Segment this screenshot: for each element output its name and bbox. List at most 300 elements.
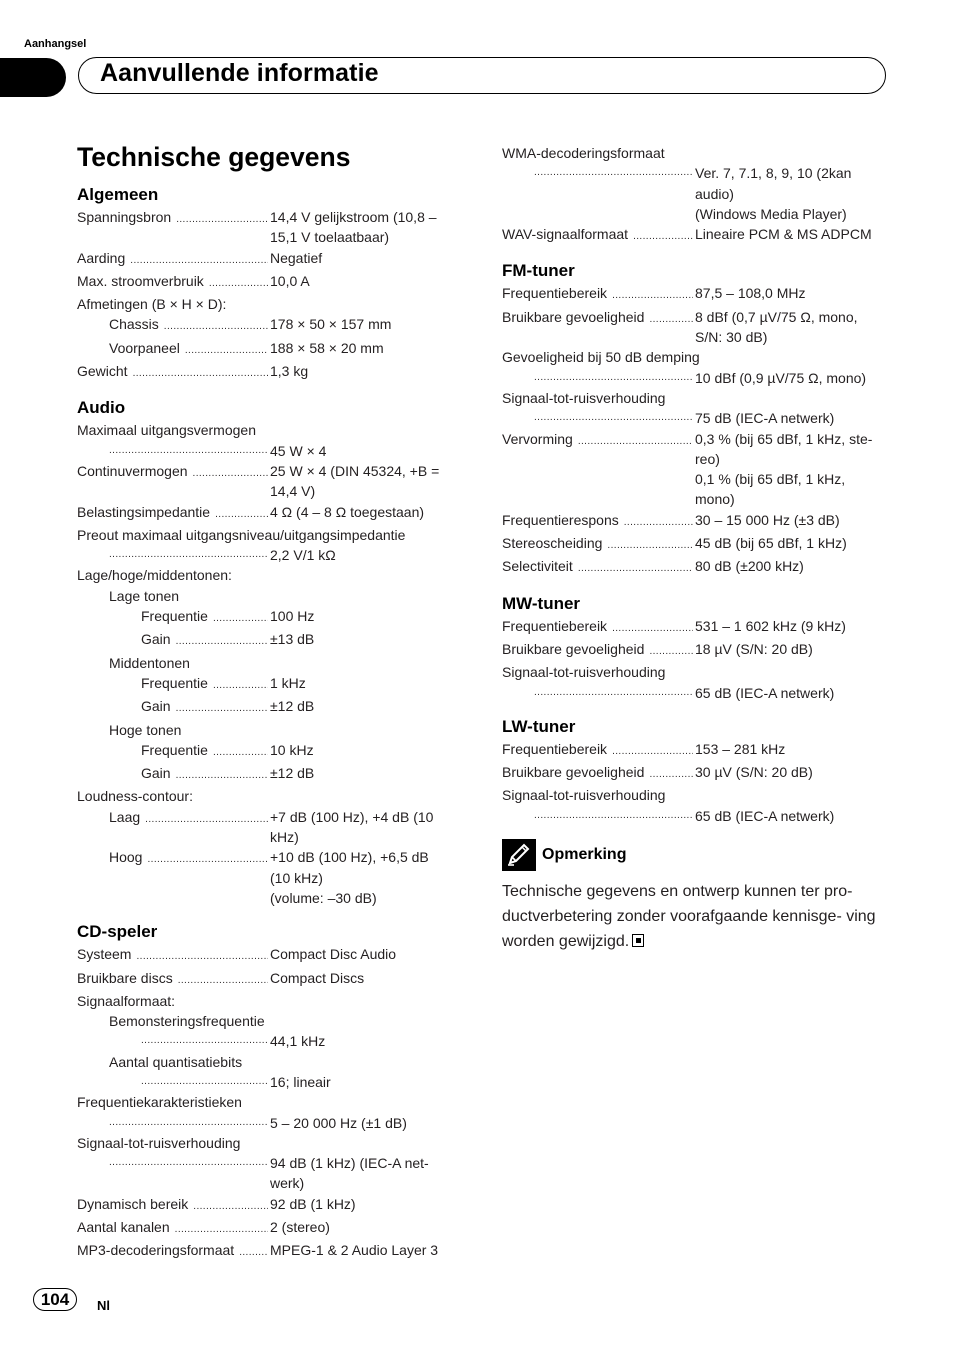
note-body <box>502 879 887 954</box>
spec-subheading: Aantal quantisatiebits <box>109 1053 243 1070</box>
dot-leader <box>649 765 693 785</box>
spec-label-text: Frequentie <box>141 741 208 758</box>
end-mark-icon <box>632 934 644 947</box>
spec-label <box>109 314 270 337</box>
spec-subheading: Lage/hoge/middentonen: <box>77 567 232 584</box>
spec-label-text: Stereoscheiding <box>502 535 603 552</box>
spec-value-line: 5 – 20 000 Hz (±1 dB) <box>270 1114 407 1131</box>
spec-label <box>77 1240 270 1263</box>
dot-leader <box>141 1031 268 1051</box>
dot-leader <box>612 742 693 762</box>
spec-value <box>695 307 892 348</box>
spec-value-line: (Windows Media Player) <box>695 205 847 222</box>
spec-label <box>77 968 270 991</box>
spec-section-title: Audio <box>77 398 126 418</box>
spec-subheading: Signaal-tot-ruisverhouding <box>502 664 666 681</box>
spec-subheading: Signaal-tot-ruisverhouding <box>502 787 666 804</box>
spec-row <box>502 762 892 785</box>
spec-row <box>502 639 892 662</box>
spec-section-title: MW-tuner <box>502 593 581 613</box>
spec-label <box>534 163 695 183</box>
spec-value <box>270 248 467 268</box>
spec-subheading: Maximaal uitgangsvermogen <box>77 422 256 439</box>
spec-section <box>77 184 467 384</box>
dot-leader <box>239 1243 268 1263</box>
spec-value-line: 1,3 kg <box>270 363 309 380</box>
right-column-specs <box>502 143 892 826</box>
spec-row <box>77 361 467 384</box>
spec-label <box>502 283 695 306</box>
spec-value-line: 153 – 281 kHz <box>695 740 786 757</box>
spec-row <box>77 944 467 967</box>
spec-label <box>109 847 270 870</box>
dot-leader <box>176 632 268 652</box>
spec-value <box>695 408 892 428</box>
spec-label-text: Continuvermogen <box>77 462 188 479</box>
spec-row <box>502 806 892 826</box>
spec-subheading: Loudness-contour: <box>77 788 193 805</box>
spec-value <box>270 1153 467 1194</box>
spec-subheading: Middentonen <box>109 654 190 671</box>
spec-label-text: Belastingsimpedantie <box>77 503 211 520</box>
spec-value-line: 0,3 % (bij 65 dBf, 1 kHz, ste- <box>695 430 873 447</box>
dot-leader <box>176 210 268 230</box>
spec-label <box>77 248 270 271</box>
dot-leader <box>624 513 693 533</box>
page-title: Technische gegevens <box>77 142 351 172</box>
dot-leader <box>109 441 268 461</box>
spec-row <box>77 271 467 294</box>
spec-subheading: Hoge tonen <box>109 721 182 738</box>
spec-value-line: werk) <box>270 1175 305 1192</box>
spec-row <box>77 763 467 786</box>
breadcrumb: Aanhangsel <box>24 38 87 50</box>
spec-value-line: 188 × 58 × 20 mm <box>270 339 384 356</box>
spec-value <box>270 1113 467 1133</box>
spec-value-line: Lineaire PCM & MS ADPCM <box>695 226 872 243</box>
spec-value-line: 45 dB (bij 65 dBf, 1 kHz) <box>695 535 847 552</box>
spec-value-line: 92 dB (1 kHz) <box>270 1195 356 1212</box>
spec-row <box>77 314 467 337</box>
spec-section <box>77 921 467 1263</box>
dot-leader <box>213 743 268 763</box>
spec-label <box>534 368 695 388</box>
spec-value <box>695 762 892 782</box>
spec-value-line: 531 – 1 602 kHz (9 kHz) <box>695 617 846 634</box>
dot-leader <box>185 341 268 361</box>
spec-label-text: Frequentiebereik <box>502 617 608 634</box>
dot-leader <box>145 810 268 830</box>
language-code: Nl <box>97 1298 110 1313</box>
spec-label <box>502 429 695 452</box>
dot-leader <box>649 642 693 662</box>
spec-value-line: +7 dB (100 Hz), +4 dB (10 <box>270 808 434 825</box>
spec-label-text: Aantal kanalen <box>77 1219 170 1236</box>
spec-label <box>502 762 695 785</box>
spec-value-line: ±12 dB <box>270 765 315 782</box>
spec-label <box>109 1153 270 1173</box>
spec-section <box>77 397 467 908</box>
spec-row <box>502 616 892 639</box>
spec-value <box>270 361 467 381</box>
spec-row <box>77 807 467 848</box>
spec-label <box>77 361 270 384</box>
spec-value <box>695 533 892 553</box>
dot-leader <box>534 683 693 703</box>
spec-label <box>502 510 695 533</box>
spec-label <box>502 533 695 556</box>
spec-label <box>141 696 270 719</box>
spec-label <box>77 271 270 294</box>
spec-value <box>695 739 892 759</box>
spec-row <box>77 502 467 525</box>
dot-leader <box>534 408 693 428</box>
spec-label-text: Frequentiebereik <box>502 740 608 757</box>
spec-value-line: S/N: 30 dB) <box>695 329 768 346</box>
spec-value <box>270 629 467 649</box>
spec-value <box>695 224 892 244</box>
spec-value-line: MPEG-1 & 2 Audio Layer 3 <box>270 1242 439 1259</box>
section-title: Aanvullende informatie <box>100 59 379 87</box>
spec-subheading: Bemonsteringsfrequentie <box>109 1013 265 1030</box>
spec-subheading: Signaal-tot-ruisverhouding <box>502 389 666 406</box>
spec-value <box>695 429 892 510</box>
spec-value <box>695 368 892 388</box>
spec-label <box>502 739 695 762</box>
spec-section-title: FM-tuner <box>502 261 575 281</box>
spec-row <box>502 408 892 428</box>
spec-label <box>141 1031 270 1051</box>
spec-row <box>502 556 892 579</box>
spec-label-text: MP3-decoderingsformaat <box>77 1242 235 1259</box>
spec-section-title: CD-speler <box>77 922 158 942</box>
pencil-note-icon <box>502 839 536 871</box>
spec-value-line: 2 (stereo) <box>270 1219 330 1236</box>
spec-value <box>695 510 892 530</box>
spec-row <box>77 1217 467 1240</box>
dot-leader <box>109 545 268 565</box>
spec-label <box>141 1072 270 1092</box>
dot-leader <box>176 699 268 719</box>
dot-leader <box>534 806 693 826</box>
spec-label <box>109 338 270 361</box>
spec-value-line: 14,4 V gelijkstroom (10,8 – <box>270 209 437 225</box>
right-column <box>502 143 892 954</box>
spec-label-text: Gewicht <box>77 363 128 380</box>
spec-value-line: mono) <box>695 491 735 508</box>
spec-label <box>141 763 270 786</box>
dot-leader <box>649 310 693 330</box>
dot-leader <box>534 163 693 183</box>
dot-leader <box>193 464 268 484</box>
spec-value-line: +10 dB (100 Hz), +6,5 dB <box>270 849 429 866</box>
chapter-tab-marker <box>0 58 66 97</box>
note-title: Opmerking <box>542 845 627 863</box>
note-text: Technische gegevens en ontwerp kunnen ter pro- ductverbetering zonder voorafgaande kennisge- ving worden gewijzigd. <box>502 883 876 951</box>
spec-value-line: 30 µV (S/N: 20 dB) <box>695 764 813 781</box>
spec-label <box>502 556 695 579</box>
page-number: 104 <box>33 1288 77 1311</box>
spec-value-line: 25 W × 4 (DIN 45324, +B = <box>270 462 440 479</box>
left-column <box>77 184 467 1277</box>
spec-value-line: 15,1 V toelaatbaar) <box>270 229 390 246</box>
spec-row <box>77 740 467 763</box>
spec-label <box>502 307 695 330</box>
dot-leader <box>193 1197 268 1217</box>
spec-value-line: Negatief <box>270 249 323 266</box>
spec-value-line: 1 kHz <box>270 674 306 691</box>
spec-label-text: Frequentierespons <box>502 511 619 528</box>
spec-row <box>77 1113 467 1133</box>
spec-subheading: WMA-decoderingsformaat <box>502 145 665 161</box>
spec-label <box>502 616 695 639</box>
spec-label <box>141 673 270 696</box>
spec-value <box>270 502 467 522</box>
spec-section-title: Algemeen <box>77 185 159 204</box>
dot-leader <box>178 971 268 991</box>
spec-section <box>502 593 892 703</box>
spec-value-line: kHz) <box>270 829 299 846</box>
spec-label <box>534 806 695 826</box>
spec-value-line: 10 dBf (0,9 µV/75 Ω, mono) <box>695 369 867 386</box>
spec-value-line: 80 dB (±200 kHz) <box>695 558 804 575</box>
spec-value-line: (10 kHz) <box>270 869 323 886</box>
spec-subheading: Signaalformaat: <box>77 992 176 1009</box>
spec-row <box>502 283 892 306</box>
spec-row <box>502 429 892 510</box>
spec-row <box>502 739 892 762</box>
spec-subheading: Lage tonen <box>109 587 180 604</box>
dot-leader <box>175 1220 268 1240</box>
dot-leader <box>141 1072 268 1092</box>
spec-value-line: 14,4 V) <box>270 483 316 500</box>
spec-value <box>270 1031 467 1051</box>
spec-value <box>270 944 467 964</box>
spec-value <box>270 1240 467 1260</box>
spec-value <box>270 847 467 908</box>
spec-label <box>109 1113 270 1133</box>
spec-value-line: Ver. 7, 7.1, 8, 9, 10 (2kan <box>695 165 852 182</box>
spec-value <box>695 639 892 659</box>
spec-value-line: 2,2 V/1 kΩ <box>270 547 336 564</box>
spec-label <box>109 441 270 461</box>
spec-subheading: Frequentiekarakteristieken <box>77 1094 242 1111</box>
dot-leader <box>215 505 268 525</box>
dot-leader <box>164 317 268 337</box>
spec-value <box>270 207 467 248</box>
spec-value-line: 18 µV (S/N: 20 dB) <box>695 640 813 657</box>
spec-label-text: Gain <box>141 698 171 715</box>
spec-value <box>270 545 467 565</box>
spec-label <box>77 207 270 230</box>
spec-value-line: 10,0 A <box>270 272 310 289</box>
spec-value-line: 65 dB (IEC-A netwerk) <box>695 807 835 824</box>
spec-row <box>77 1072 467 1092</box>
spec-row <box>77 847 467 908</box>
spec-value-line: 30 – 15 000 Hz (±3 dB) <box>695 511 840 528</box>
spec-value <box>695 616 892 636</box>
spec-label <box>77 944 270 967</box>
dot-leader <box>213 609 268 629</box>
spec-label-text: Dynamisch bereik <box>77 1195 189 1212</box>
dot-leader <box>534 368 693 388</box>
spec-label <box>141 629 270 652</box>
spec-value <box>270 763 467 783</box>
spec-value-line: 45 W × 4 <box>270 442 327 459</box>
spec-row <box>502 368 892 388</box>
spec-label <box>502 639 695 662</box>
spec-row <box>77 461 467 502</box>
spec-row <box>502 510 892 533</box>
dot-leader <box>176 766 268 786</box>
spec-label-text: Bruikbare gevoeligheid <box>502 764 645 781</box>
spec-value <box>270 338 467 358</box>
spec-value <box>695 683 892 703</box>
spec-value-line: (volume: –30 dB) <box>270 889 377 906</box>
spec-value <box>270 461 467 502</box>
spec-row <box>502 163 892 224</box>
dot-leader <box>612 286 693 306</box>
spec-label <box>502 224 695 247</box>
spec-label <box>534 683 695 703</box>
spec-value-line: Compact Discs <box>270 969 365 986</box>
spec-value-line: ±12 dB <box>270 698 315 715</box>
spec-value-line: ±13 dB <box>270 631 315 648</box>
spec-value <box>270 1072 467 1092</box>
spec-label-text: Frequentie <box>141 674 208 691</box>
spec-label <box>77 1217 270 1240</box>
spec-label-text: Aarding <box>77 249 126 266</box>
spec-label-text: Max. stroomverbruik <box>77 272 204 289</box>
spec-value-line: 75 dB (IEC-A netwerk) <box>695 410 835 427</box>
dot-leader <box>578 432 693 452</box>
spec-value-line: 10 kHz <box>270 741 314 758</box>
spec-label-text: Bruikbare gevoeligheid <box>502 640 645 657</box>
spec-label <box>109 807 270 830</box>
spec-label <box>77 1194 270 1217</box>
spec-section-title: LW-tuner <box>502 716 576 736</box>
spec-row <box>77 1240 467 1263</box>
spec-value <box>270 740 467 760</box>
dot-leader <box>147 850 268 870</box>
spec-row <box>77 606 467 629</box>
spec-value-line: 0,1 % (bij 65 dBf, 1 kHz, <box>695 471 846 488</box>
spec-value-line: Compact Disc Audio <box>270 946 397 963</box>
spec-section <box>502 716 892 826</box>
spec-row <box>77 968 467 991</box>
spec-label-text: Laag <box>109 808 141 825</box>
spec-label-text: Frequentiebereik <box>502 285 608 302</box>
spec-label-text: Vervorming <box>502 430 573 447</box>
spec-label <box>77 502 270 525</box>
spec-value-line: 16; lineair <box>270 1073 331 1090</box>
spec-row <box>77 248 467 271</box>
spec-label <box>534 408 695 428</box>
dot-leader <box>109 1153 268 1173</box>
spec-label-text: Frequentie <box>141 608 208 625</box>
spec-section <box>502 143 892 247</box>
spec-value-line: 178 × 50 × 157 mm <box>270 316 392 333</box>
spec-value <box>695 806 892 826</box>
spec-label <box>77 461 270 484</box>
spec-subheading: Afmetingen (B × H × D): <box>77 296 227 313</box>
spec-label-text: Gain <box>141 631 171 648</box>
spec-value <box>270 673 467 693</box>
spec-value-line: 100 Hz <box>270 608 315 625</box>
spec-label-text: Spanningsbron <box>77 209 172 225</box>
spec-value-line: audio) <box>695 185 734 202</box>
spec-value <box>695 163 892 224</box>
spec-label <box>109 545 270 565</box>
spec-value <box>270 1194 467 1214</box>
spec-label-text: WAV-signaalformaat <box>502 226 629 243</box>
spec-value <box>270 1217 467 1237</box>
spec-label <box>141 740 270 763</box>
spec-row <box>502 533 892 556</box>
spec-subheading: Gevoeligheid bij 50 dB demping <box>502 349 700 366</box>
spec-subheading: Signaal-tot-ruisverhouding <box>77 1134 241 1151</box>
dot-leader <box>133 364 268 384</box>
spec-value <box>695 556 892 576</box>
spec-label-text: Bruikbare gevoeligheid <box>502 308 645 325</box>
dot-leader <box>578 559 693 579</box>
spec-row <box>77 1194 467 1217</box>
spec-value-line: 4 Ω (4 – 8 Ω toegestaan) <box>270 503 425 520</box>
dot-leader <box>109 1113 268 1133</box>
spec-value-line: 44,1 kHz <box>270 1033 326 1050</box>
spec-label-text: Selectiviteit <box>502 558 573 575</box>
dot-leader <box>136 947 268 967</box>
spec-value-line: 65 dB (IEC-A netwerk) <box>695 684 835 701</box>
spec-label-text: Bruikbare discs <box>77 969 173 986</box>
spec-value <box>270 807 467 848</box>
spec-row <box>77 696 467 719</box>
spec-value-line: 87,5 – 108,0 MHz <box>695 285 806 302</box>
spec-value <box>270 271 467 291</box>
spec-row <box>502 683 892 703</box>
spec-value-line: reo) <box>695 450 720 467</box>
spec-value <box>270 606 467 626</box>
dot-leader <box>209 274 268 294</box>
spec-label-text: Voorpaneel <box>109 339 180 356</box>
spec-value <box>270 314 467 334</box>
dot-leader <box>130 251 268 271</box>
dot-leader <box>607 536 693 556</box>
spec-row <box>77 441 467 461</box>
dot-leader <box>612 619 693 639</box>
spec-row <box>77 545 467 565</box>
spec-row <box>77 1153 467 1194</box>
spec-label-text: Systeem <box>77 946 132 963</box>
spec-row <box>502 307 892 348</box>
spec-label-text: Gain <box>141 765 171 782</box>
spec-row <box>77 629 467 652</box>
dot-leader <box>213 676 268 696</box>
spec-row <box>502 224 892 247</box>
spec-label-text: Hoog <box>109 849 143 866</box>
spec-value-line: 94 dB (1 kHz) (IEC-A net- <box>270 1155 429 1172</box>
spec-row <box>77 207 467 248</box>
spec-section <box>502 260 892 579</box>
note-header <box>502 839 892 871</box>
spec-value <box>695 283 892 303</box>
dot-leader <box>633 227 693 247</box>
spec-row <box>77 338 467 361</box>
spec-label <box>141 606 270 629</box>
spec-row <box>77 673 467 696</box>
spec-value <box>270 968 467 988</box>
spec-value <box>270 441 467 461</box>
